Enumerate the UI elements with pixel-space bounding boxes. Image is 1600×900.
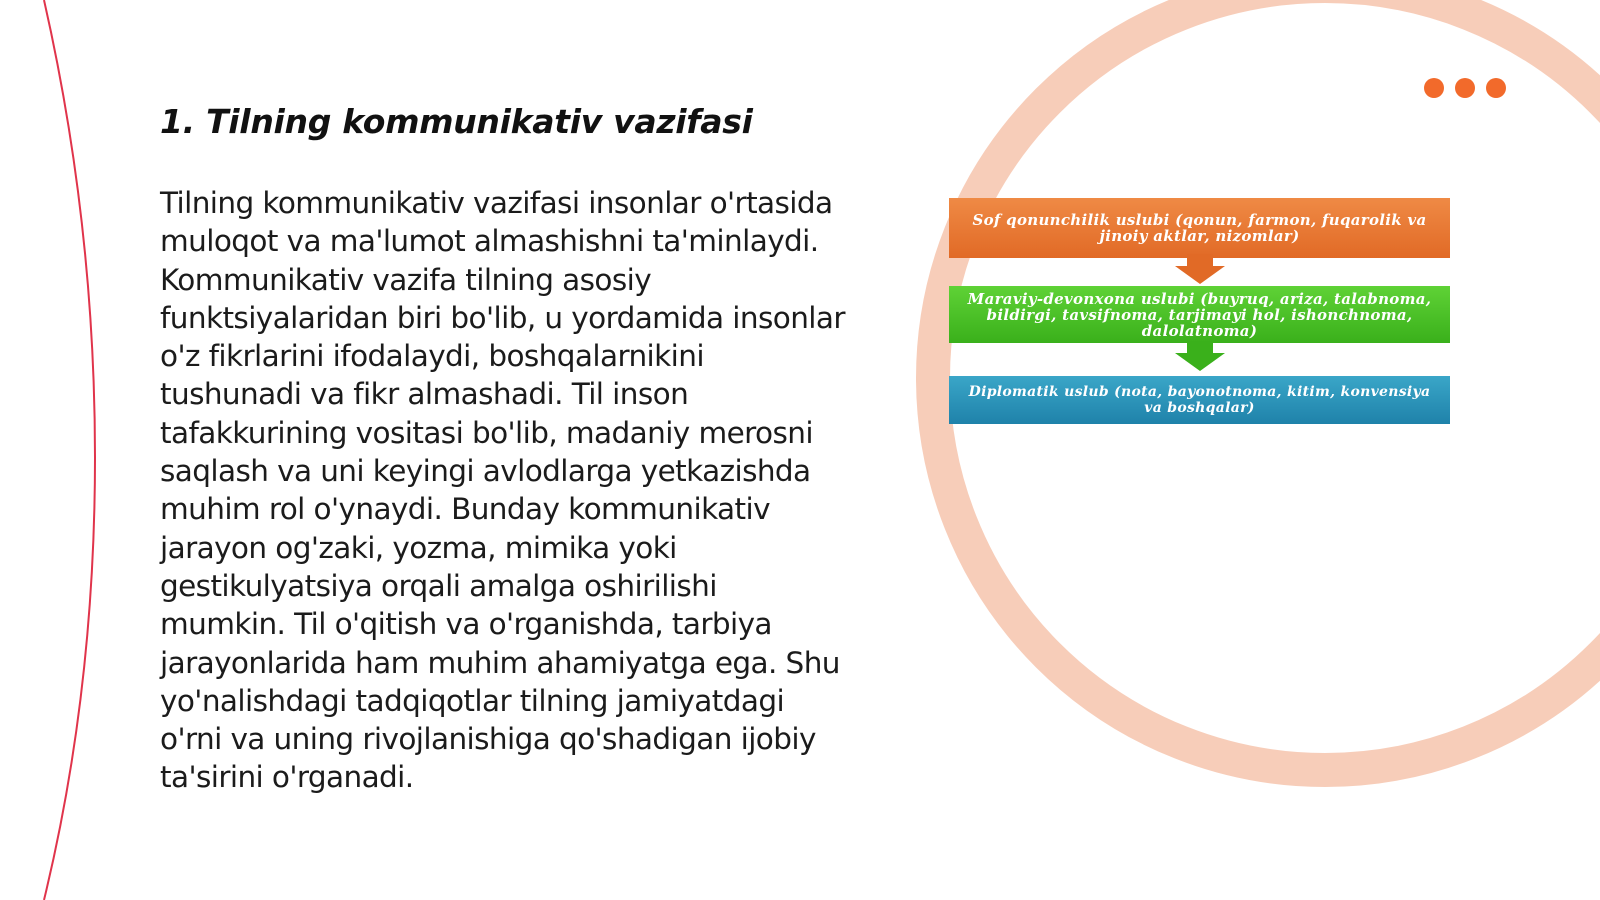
dot-icon: [1486, 78, 1506, 98]
slide-body-text: Tilning kommunikativ vazifasi insonlar o'rtasida muloqot va ma'lumot almashishni ta'minlaydi. Kommunikativ vazifa tilning asosiy funktsiyalaridan biri bo'lib, u yordamida insonlar o'z fikrlarini ifodalaydi, boshqalarnikini tushunadi va fikr almashadi. Til inson tafakkurining vositasi bo'lib, madaniy merosni saqlash va uni keyingi avlodlarga yetkazishda muhim rol o'ynaydi. Bunday kommunikativ jarayon og'zaki, yozma, mimika yoki gestikulyatsiya orqali amalga oshirilishi mumkin. Til o'qitish va o'rganishda, tarbiya jarayonlarida ham muhim ahamiyatga ega. Shu yo'nalishdagi tadqiqotlar tilning jamiyatdagi o'rni va uning rivojlanishiga qo'shadigan ijobiy ta'sirini o'rganadi.: [160, 186, 845, 795]
dots-menu: [1424, 78, 1506, 98]
left-border-curve: [44, 0, 95, 900]
arrow-down-icon: [1175, 254, 1225, 284]
dot-icon: [1455, 78, 1475, 98]
diagram-box-administrative-style: Maraviy-devonxona uslubi (buyruq, ariza, talabnoma, bildirgi, tavsifnoma, tarjimayi hol, ishonchnoma, dalolatnoma): [949, 286, 1450, 343]
dot-icon: [1424, 78, 1444, 98]
diagram-box-diplomatic-style: Diplomatik uslub (nota, bayonotnoma, kitim, konvensiya va boshqalar): [949, 376, 1450, 424]
arrow-down-icon: [1175, 341, 1225, 371]
style-hierarchy-diagram: [949, 198, 1450, 424]
diagram-box-legal-style: Sof qonunchilik uslubi (qonun, farmon, fuqarolik va jinoiy aktlar, nizomlar): [949, 198, 1450, 258]
slide-title: 1. Tilning kommunikativ vazifasi: [160, 102, 753, 141]
